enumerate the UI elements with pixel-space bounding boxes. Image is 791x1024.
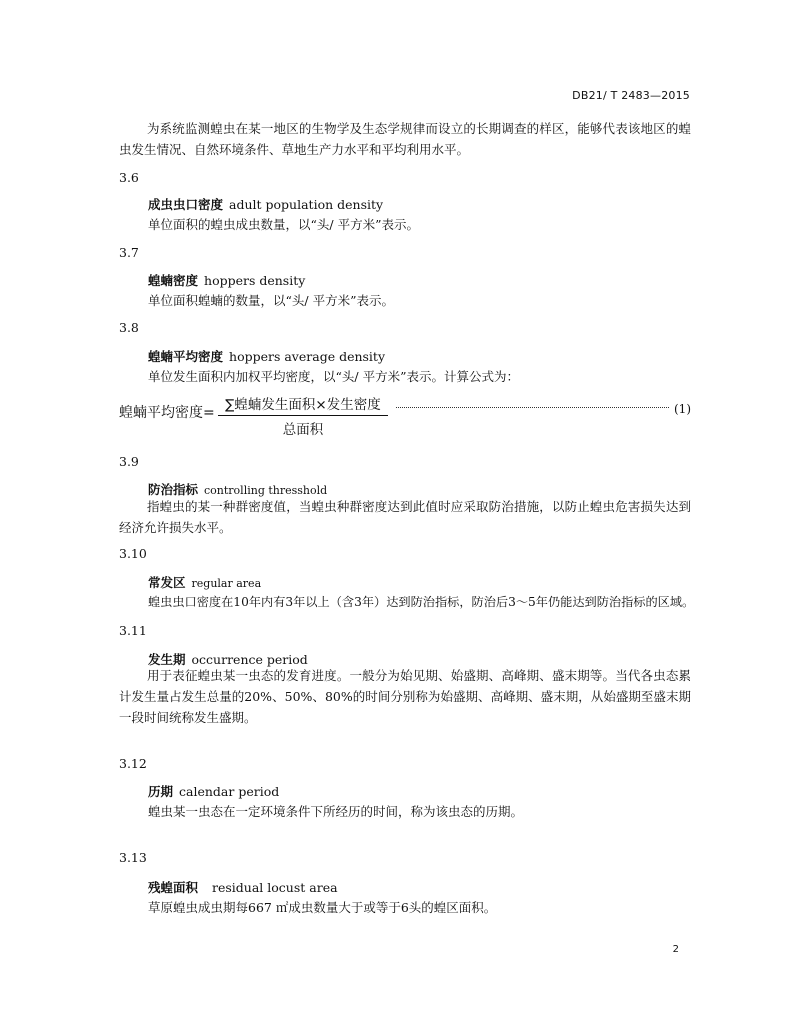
term-definition: 用于表征蝗虫某一虫态的发育进度。一般分为始见期、始盛期、高峰期、盛末期等。当代各虫态累计发生量占发生总量的20%、50%、80%的时间分别称为始盛期、高峰期、盛末期，从始盛期至盛末期一段时间统称发生盛期。 [119,668,691,725]
entry-number: 3.6 [119,170,139,185]
term-definition: 单位面积蝗蝻的数量，以“头/ 平方米”表示。 [148,293,394,308]
formula-denominator: 总面积 [282,422,324,438]
term-heading [148,878,338,896]
entry-number: 3.7 [119,245,139,260]
term-cn: 蝗蝻平均密度 [148,349,224,364]
term-cn: 历期 [148,784,174,799]
term-heading [148,195,383,213]
term-cn: 残蝗面积 [148,880,199,895]
formula-numerator: ∑蝗蝻发生面积×发生密度 [218,393,388,416]
term-cn: 防治指标 [148,482,199,497]
term-en: adult population density [229,197,384,212]
term-heading [148,573,261,591]
term-heading [148,347,385,365]
term-definition: 蝗虫某一虫态在一定环境条件下所经历的时间，称为该虫态的历期。 [148,804,524,819]
term-en: occurrence period [191,652,308,667]
formula-fraction [218,393,388,438]
term-definition: 蝗虫虫口密度在10年内有3年以上（含3年）达到防治指标，防治后3～5年仍能达到防治指标的区域。 [148,595,695,609]
term-cn: 常发区 [148,575,186,590]
term-definition: 单位发生面积内加权平均密度，以“头/ 平方米”表示。计算公式为： [148,369,519,384]
term-heading [148,271,305,289]
term-definition: 指蝗虫的某一种群密度值，当蝗虫种群密度达到此值时应采取防治措施，以防止蝗虫危害损失达到经济允许损失水平。 [119,499,691,535]
term-cn: 蝗蝻密度 [148,273,199,288]
term-heading [148,782,279,800]
entry-number: 3.11 [119,623,147,638]
formula-lhs: 蝗蝻平均密度= [119,405,215,421]
intro-paragraph: 为系统监测蝗虫在某一地区的生物学及生态学规律而设立的长期调查的样区，能够代表该地区的蝗虫发生情况、自然环境条件、草地生产力水平和平均利用水平。 [119,121,691,157]
page-number: 2 [672,944,679,955]
formula-leader-dots [396,407,669,408]
entry-number: 3.9 [119,454,139,469]
entry-number: 3.10 [119,546,147,561]
entry-number: 3.13 [119,850,147,865]
entry-number: 3.12 [119,756,147,771]
entry-number: 3.8 [119,320,139,335]
term-en: hoppers density [204,273,306,288]
formula [119,393,691,438]
term-definition: 单位面积的蝗虫成虫数量，以“头/ 平方米”表示。 [148,217,419,232]
standard-code: DB21/ T 2483—2015 [572,89,690,102]
term-en: regular area [191,577,262,590]
term-en: residual locust area [212,880,338,895]
term-en: controlling thresshold [204,484,328,497]
term-definition: 草原蝗虫成虫期每667 ㎡成虫数量大于或等于6头的蝗区面积。 [148,900,497,915]
term-cn: 发生期 [148,652,186,667]
term-en: hoppers average density [229,349,386,364]
equation-number: (1) [674,402,691,416]
term-cn: 成虫虫口密度 [148,197,224,212]
term-en: calendar period [179,784,280,799]
